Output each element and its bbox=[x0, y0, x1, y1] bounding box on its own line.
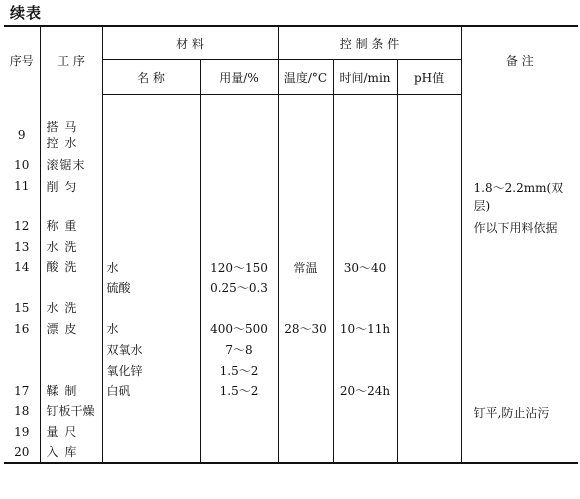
table-row bbox=[4, 442, 578, 463]
table-row bbox=[4, 339, 578, 360]
material-name-cell: 白矾 bbox=[102, 380, 200, 401]
seq-cell: 19 bbox=[14, 424, 30, 439]
process-cell: 水 洗 bbox=[40, 298, 102, 319]
remark-cell: 1.8～2.2mm(双层) bbox=[461, 176, 578, 216]
amount-cell: 7～8 bbox=[200, 339, 278, 360]
header-time: 时间/min bbox=[333, 60, 397, 95]
table-row bbox=[4, 216, 578, 237]
table-row bbox=[4, 236, 578, 257]
amount-cell: 0.25～0.3 bbox=[200, 277, 278, 298]
table-row bbox=[4, 360, 578, 381]
table-row bbox=[4, 277, 578, 298]
header-seq: 序号 bbox=[4, 26, 40, 95]
process-cell: 入 库 bbox=[40, 442, 102, 463]
process-cell: 滚锯末 bbox=[40, 155, 102, 176]
header-ph: pH值 bbox=[397, 60, 461, 95]
process-cell: 削 匀 bbox=[40, 176, 102, 216]
table-row bbox=[4, 257, 578, 278]
remark-cell: 钉平,防止沾污 bbox=[461, 401, 578, 422]
seq-cell: 12 bbox=[14, 218, 30, 233]
table-spacer bbox=[4, 95, 578, 116]
table-row bbox=[4, 115, 578, 155]
header-remarks: 备 注 bbox=[461, 26, 578, 95]
material-name-cell: 水 bbox=[102, 257, 200, 278]
material-name-cell: 氧化锌 bbox=[102, 360, 200, 381]
header-control: 控 制 条 件 bbox=[278, 26, 461, 60]
time-cell: 20～24h bbox=[333, 380, 397, 401]
process-cell: 鞣 制 bbox=[40, 380, 102, 401]
material-name-cell: 硫酸 bbox=[102, 277, 200, 298]
table-row bbox=[4, 401, 578, 422]
material-name-cell: 水 bbox=[102, 319, 200, 340]
seq-cell: 10 bbox=[14, 158, 30, 173]
process-cell: 量 尺 bbox=[40, 422, 102, 443]
temperature-cell: 28～30 bbox=[278, 319, 333, 340]
amount-cell: 400～500 bbox=[200, 319, 278, 340]
remark-cell: 作以下用料依据 bbox=[461, 216, 578, 237]
process-table bbox=[4, 25, 578, 464]
process-cell: 称 重 bbox=[40, 216, 102, 237]
seq-cell: 18 bbox=[14, 404, 30, 419]
seq-cell: 16 bbox=[14, 321, 30, 336]
table-row bbox=[4, 176, 578, 216]
table-row bbox=[4, 380, 578, 401]
process-cell: 钉板干燥 bbox=[40, 401, 102, 422]
header-name: 名 称 bbox=[102, 60, 200, 95]
table-row bbox=[4, 298, 578, 319]
process-cell: 酸 洗 bbox=[40, 257, 102, 278]
header-process: 工 序 bbox=[40, 26, 102, 95]
process-cell: 水 洗 bbox=[40, 236, 102, 257]
time-cell: 10～11h bbox=[333, 319, 397, 340]
seq-cell: 17 bbox=[14, 383, 30, 398]
time-cell: 30～40 bbox=[333, 257, 397, 278]
seq-cell: 11 bbox=[14, 178, 30, 193]
material-name-cell: 双氧水 bbox=[102, 339, 200, 360]
table-row bbox=[4, 155, 578, 176]
amount-cell: 1.5～2 bbox=[200, 360, 278, 381]
temperature-cell: 常温 bbox=[278, 257, 333, 278]
seq-cell: 15 bbox=[14, 301, 30, 316]
amount-cell: 120～150 bbox=[200, 257, 278, 278]
table-row bbox=[4, 422, 578, 443]
header-amount: 用量/% bbox=[200, 60, 278, 95]
process-line: 搭 马 bbox=[46, 120, 78, 135]
header-temperature: 温度/°C bbox=[278, 60, 333, 95]
header-materials: 材 料 bbox=[102, 26, 278, 60]
table-row bbox=[4, 319, 578, 340]
seq-cell: 20 bbox=[4, 442, 40, 463]
process-cell: 漂 皮 bbox=[40, 319, 102, 340]
seq-cell: 9 bbox=[17, 128, 26, 143]
process-line: 控 水 bbox=[46, 136, 78, 151]
table-caption: 续表 bbox=[10, 4, 43, 22]
process-cell bbox=[40, 115, 102, 155]
seq-cell: 13 bbox=[14, 239, 30, 254]
amount-cell: 1.5～2 bbox=[200, 380, 278, 401]
seq-cell: 14 bbox=[14, 260, 30, 275]
